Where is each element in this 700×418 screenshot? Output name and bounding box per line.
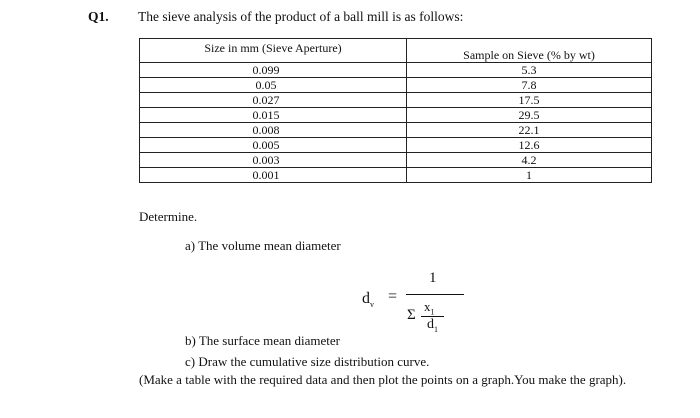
table-row xyxy=(140,78,652,93)
part-c-text: c) Draw the cumulative size distribution curve. xyxy=(185,354,430,369)
formula-equals: = xyxy=(388,288,398,305)
sieve-analysis-table xyxy=(139,38,652,183)
size-cell: 0.008 xyxy=(140,123,407,138)
table-row xyxy=(140,153,652,168)
table-row xyxy=(140,108,652,123)
table-row xyxy=(140,138,652,153)
size-cell: 0.005 xyxy=(140,138,407,153)
size-cell: 0.05 xyxy=(140,78,407,93)
table-row xyxy=(140,123,652,138)
sample-cell: 22.1 xyxy=(407,123,652,138)
question-intro: The sieve analysis of the product of a ball mill is as follows: xyxy=(138,9,464,24)
formula-d: $d_1$ xyxy=(427,317,438,334)
sample-cell: 5.3 xyxy=(407,63,652,78)
size-cell: 0.027 xyxy=(140,93,407,108)
table-row xyxy=(140,93,652,108)
header-sample: Sample on Sieve (% by wt) xyxy=(407,39,652,63)
size-cell: 0.015 xyxy=(140,108,407,123)
table-body xyxy=(140,63,652,183)
part-c-note: (Make a table with the required data and then plot the points on a graph.You make the graph). xyxy=(139,372,627,387)
header-size: Size in mm (Sieve Aperture) xyxy=(140,39,407,63)
sample-cell: 12.6 xyxy=(407,138,652,153)
part-b-text: b) The surface mean diameter xyxy=(185,333,340,348)
table-row xyxy=(140,63,652,78)
sample-cell: 1 xyxy=(407,168,652,183)
formula-numerator: 1 xyxy=(429,270,437,286)
question-number: Q1. xyxy=(88,9,109,24)
formula-fraction-bar xyxy=(406,294,464,295)
volume-mean-diameter-formula xyxy=(362,270,482,342)
part-a-text: a) The volume mean diameter xyxy=(185,238,341,253)
size-cell: 0.003 xyxy=(140,153,407,168)
determine-label: Determine. xyxy=(139,209,198,224)
formula-lhs: $d_v$ xyxy=(362,290,374,310)
sample-cell: 7.8 xyxy=(407,78,652,93)
formula-sigma: Σ xyxy=(407,307,416,323)
table-row xyxy=(140,168,652,183)
sample-cell: 29.5 xyxy=(407,108,652,123)
formula-x: $x_1$ xyxy=(424,299,435,317)
size-cell: 0.001 xyxy=(140,168,407,183)
sample-cell: 17.5 xyxy=(407,93,652,108)
sample-cell: 4.2 xyxy=(407,153,652,168)
size-cell: 0.099 xyxy=(140,63,407,78)
